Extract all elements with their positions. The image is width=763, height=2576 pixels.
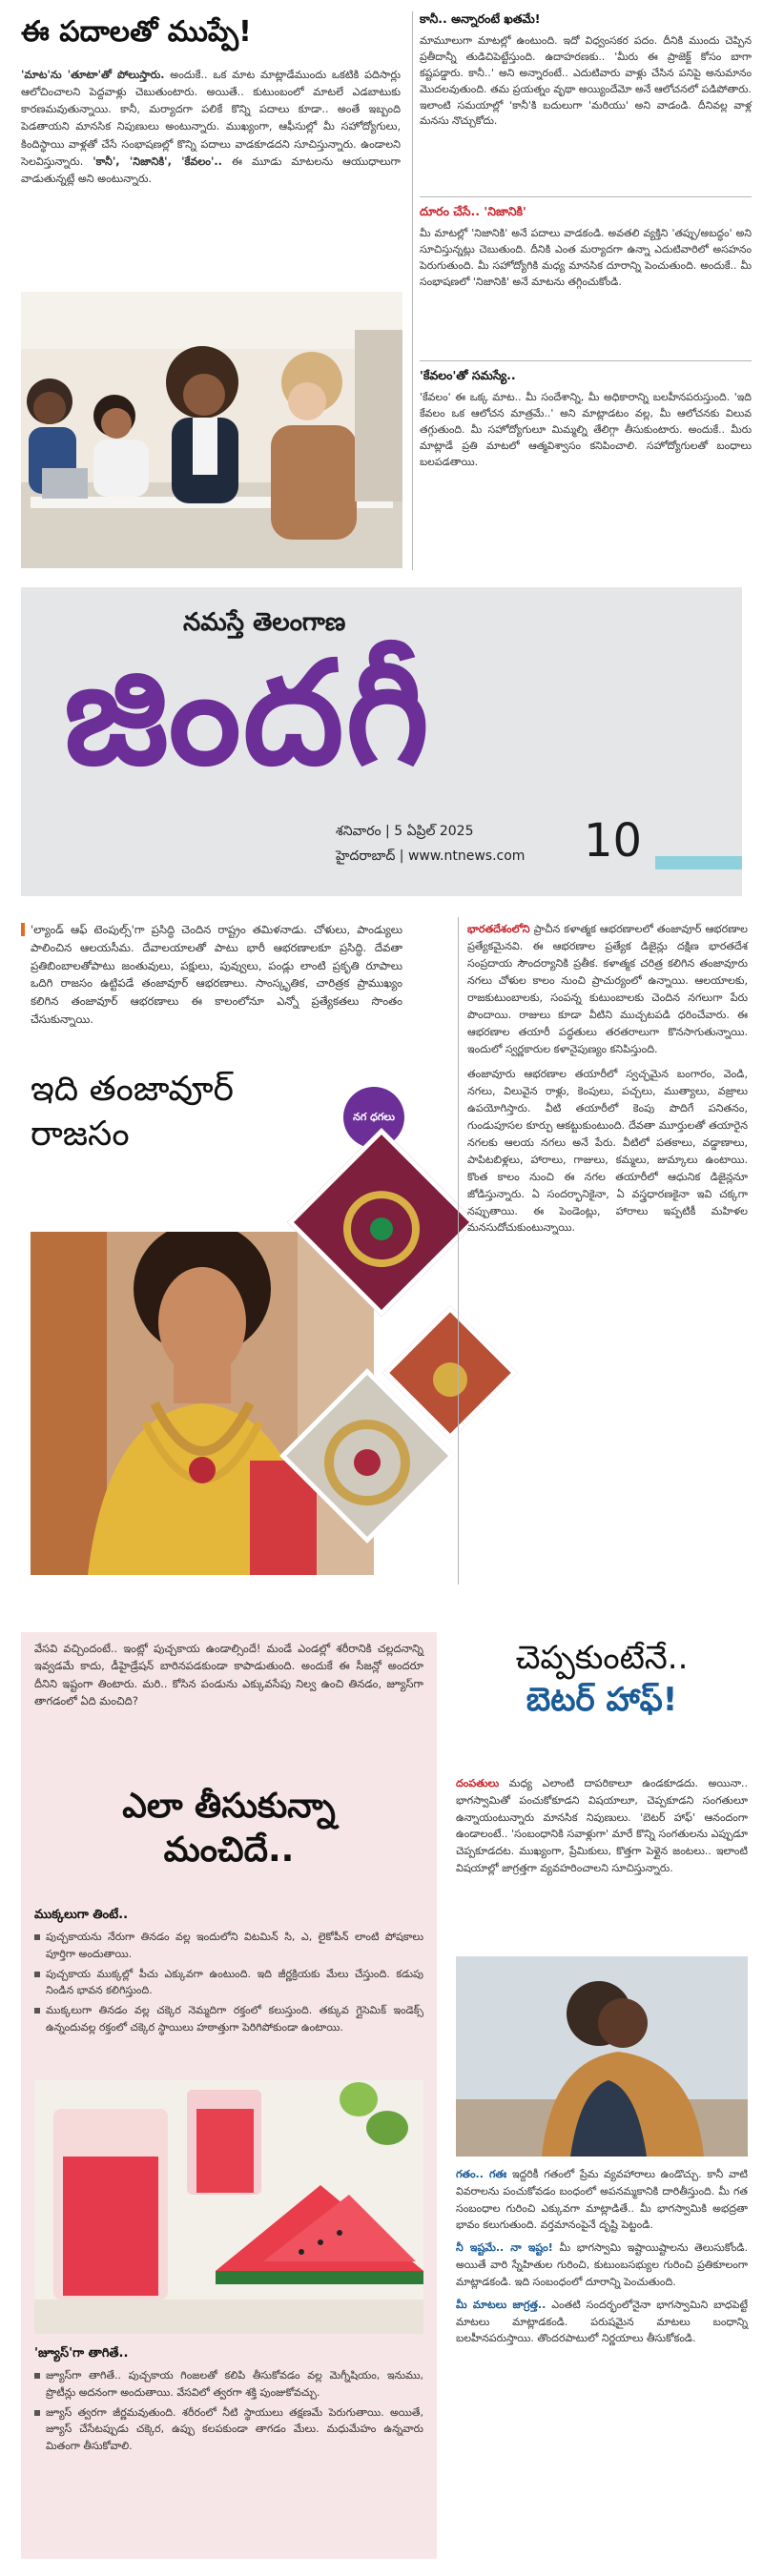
better-half-headline bbox=[456, 1638, 748, 1722]
section2-col2-para1-text: ప్రాచీన కళాత్మక ఆభరణాలలో తంజావూర్ ఆభరణాల ప్రత్యేకమైనవి. ఈ ఆభరణాల ప్రత్యేక డిజైన్లు దక్షిణ భారతదేశ సంప్రదాయ సౌందర్యానికి ప్రతీక. కళాత్మక చరిత్ర కలిగిన తంజావూరు నగలు చోళుల కాలం నుంచి ప్రాచుర్యంలో ఉన్నాయి. ఆలయాలకు, రాజకుటుంబాలకు, సంపన్న కుటుంబాలకు చెందిన నగలుగా పేరు పొందాయి. రాజులు కూడా వీటిని ముచ్చటపడి ధరించేవారు. ఈ ఆభరణాల తయారీ పద్ధతులు తరతరాలుగా కొనసాగుతున్నాయి. ఇందులో స్వర్ణకారుల కళానైపుణ్యం కనిపిస్తుంది. bbox=[467, 923, 748, 1055]
section2-col2-lead: భారతదేశంలోని bbox=[467, 923, 530, 935]
better-half-para4-text: ఎంతటి సందర్భంలోనైనా భాగస్వామిని బాధపెట్టే మాటలు మాట్లాడకండి. పరుషమైన మాటలు బంధాన్ని బలహీనపరుస్తాయి. తొందరపాటులో నిర్ణయాలు తీసుకోకండి. bbox=[456, 2298, 748, 2345]
better-half-para4-lead: మీ మాటలు జాగ్రత్త.. bbox=[456, 2298, 546, 2311]
masthead-accent-bar bbox=[655, 856, 742, 869]
watermelon-sub1-item: పుచ్చకాయను నేరుగా తినడం వల్ల ఇందులోని విటమిన్ సి, ఎ, లైకోపీన్ లాంటి పోషకాలు పూర్తిగా అందుతాయి. bbox=[34, 1929, 423, 1963]
better-half-headline-line2: బెటర్ హాఫ్! bbox=[526, 1680, 678, 1719]
better-half-lead: దంపతులు bbox=[456, 1777, 500, 1789]
box-nijaniki bbox=[420, 204, 752, 291]
box-nijaniki-head: దూరం చేసే.. 'నిజానికి' bbox=[420, 204, 526, 218]
couple-photo bbox=[456, 1956, 748, 2157]
section2-col2-para1 bbox=[467, 921, 748, 1058]
watermelon-photo bbox=[34, 2080, 423, 2334]
better-half-intro bbox=[456, 1775, 748, 1877]
watermelon-sub1-item: ముక్కలుగా తినడం వల్ల చక్కెర నెమ్మదిగా రక్తంలో కలుస్తుంది. తక్కువ గ్లైసెమిక్ ఇండెక్స్ ఉన్నందువల్ల రక్తంలో చక్కెర స్థాయిలు హఠాత్తుగా పెరిగిపోకుండా ఉంటాయి. bbox=[34, 2002, 423, 2036]
watermelon-sub1-item: పుచ్చకాయ ముక్కల్లో పీచు ఎక్కువగా ఉంటుంది. ఇది జీర్ణక్రియకు మేలు చేస్తుంది. కడుపు నిండిన భావన కలిగిస్తుంది. bbox=[34, 1966, 423, 2000]
intro-quote: 'మాట'ను 'తూటా'తో పోలుస్తారు. bbox=[21, 69, 165, 81]
office-photo-art bbox=[21, 292, 402, 568]
office-photo bbox=[21, 292, 402, 568]
watermelon-photo-art bbox=[34, 2080, 423, 2334]
better-half-paras bbox=[456, 2166, 748, 2347]
section1-col-rule bbox=[412, 11, 413, 570]
intro-words-lead: ఉండాలని సెలవిస్తున్నారు. bbox=[21, 137, 401, 168]
section-better-half bbox=[452, 1632, 748, 2559]
better-half-para3 bbox=[456, 2239, 748, 2290]
watermelon-sub1 bbox=[34, 1905, 423, 2039]
model-photo-art bbox=[31, 1232, 374, 1575]
section1-intro bbox=[21, 67, 401, 188]
box-divider-2 bbox=[420, 360, 752, 361]
better-half-para3-lead: నీ ఇష్టమే.. నా ఇష్టం! bbox=[456, 2241, 553, 2255]
section-words bbox=[0, 0, 763, 572]
couple-photo-art bbox=[456, 1956, 748, 2157]
intro-end: ఈ మూడు మాటలను ఆయుధాలుగా వాడుతున్నట్లే అని అంటున్నారు. bbox=[21, 154, 401, 185]
section2-headline bbox=[31, 1068, 345, 1158]
watermelon-sub2-item: జ్యూస్‌గా తాగితే.. పుచ్చకాయ గింజలతో కలిపి తీసుకోవడం వల్ల మెగ్నీషియం, ఇనుము, ప్రొటీన్లు అదనంగా అందుతాయి. వేసవిలో త్వరగా శక్తి పుంజుకోవచ్చు. bbox=[34, 2367, 423, 2402]
masthead bbox=[21, 587, 742, 896]
box-kani-body: మామూలుగా మాటల్లో ఉంటుంది. ఇదో విధ్వంసకర పదం. దీనికి ముందు చెప్పిన ప్రతీదాన్నీ తుడిచిపెట్టేస్తుంది. ఉదాహరణకు.. 'మీరు ఈ ప్రాజెక్ట్ కోసం బాగా కష్టపడ్డారు. కానీ..' అని అన్నారంటే.. ఎదుటివారు వాళ్లు చేసిన పనిపై అనుమానం మొదలవుతుంది. తమ ప్రయత్నం వృథా అయ్యిందేమో అనే ఆలోచనలో పడిపోతారు. ఇలాంటి సమయాల్లో 'కానీ'కి బదులుగా 'మరియు' అని వాడండి. దీనివల్ల వాళ్ల మనసు నొచ్చుకోదు. bbox=[420, 34, 752, 128]
section2-orange-marker bbox=[21, 923, 25, 936]
better-half-body1: మధ్య ఎలాంటి దాపరికాలూ ఉండకూడదు. అయినా.. భాగస్వామితో పంచుకోకూడని విషయాలూ, చెప్పకూడని సంగతులూ ఉన్నాయంటున్నారు మానసిక నిపుణులు. 'బెటర్ హాఫ్' ఆనందంగా ఉండాలంటే.. 'సంబంధానికి సవాళ్లుగా' మారే కొన్ని సంగతులను ఎప్పుడూ చెప్పకూడదట. ముఖ్యంగా, ప్రేమికులు, కొత్తగా పెళ్లైన జంటలు.. ఇలాంటి విషయాల్లో జాగ్రత్తగా వ్యవహరించాలని సూచిస్తున్నారు. bbox=[456, 1777, 748, 1875]
section2-col2 bbox=[467, 921, 748, 1237]
intro-body: అందుకే.. ఒక మాట మాట్లాడేముందు ఒకటికి పదిసార్లు ఆలోచించాలని పెద్దవాళ్లు చెబుతుంటారు. అయితే.. కుటుంబంలో మాటలే ఎడబాటుకు కారణమవుతున్నాయి. కానీ, మర్యాదగా పలికే కొన్ని పదాలు కూడా.. అంతే ఇబ్బంది పెడతాయని మానసిక నిపుణులు అంటున్నారు. ముఖ్యంగా, ఆఫీసుల్లో మీ సహోద్యోగులు, కిందిస్థాయి వాళ్లతో చేసే సంభాషణల్లో కొన్ని పదాలు వాడకూడదని సూచిస్తున్నారు. bbox=[21, 69, 401, 151]
intro-words: 'కానీ', 'నిజానికి', 'కేవలం'.. bbox=[93, 154, 222, 168]
masthead-date: శనివారం | 5 ఏప్రిల్ 2025 bbox=[336, 824, 474, 839]
box-kani-head: కానీ.. అన్నారంటే ఖతమే! bbox=[420, 11, 541, 26]
watermelon-headline-line2: మంచిదే.. bbox=[163, 1830, 295, 1870]
better-half-headline-line1: చెప్పకుంటేనే.. bbox=[515, 1639, 689, 1677]
better-half-para2-lead: గతం.. గతః bbox=[456, 2168, 507, 2180]
watermelon-intro: వేసవి వచ్చిందంటే.. ఇంట్లో పుచ్చకాయ ఉండాల్సిందే! మండే ఎండల్లో శరీరానికి చల్లదనాన్ని ఇవ్వడమే కాదు, డీహైడ్రేషన్ బారినపడకుండా కాపాడుతుంది. అందుకే ఈ సీజన్లో అందరూ దీనిని ఇష్టంగా తింటారు. మరి.. కోసిన పండును ఎక్కువసేపు నిల్వ ఉంచి తినడం, జ్యూస్‌గా తాగడంలో ఏది మంచిది? bbox=[34, 1642, 423, 1708]
watermelon-sub2-head: 'జ్యూస్'గా తాగితే.. bbox=[34, 2346, 129, 2361]
masthead-brand: నమస్తే తెలంగాణ bbox=[183, 608, 346, 637]
masthead-page-number: 10 bbox=[584, 814, 643, 868]
section2-intro: 'ల్యాండ్ ఆఫ్ టెంపుల్స్'గా ప్రసిద్ధి చెందిన రాష్ట్రం తమిళనాడు. చోళులు, పాండ్యులు పాలించిన ఆలయసీమ. దేవాలయాలతో పాటు భారీ ఆభరణాలకూ ప్రసిద్ధి. దేవతా ప్రతిబింబాలతోపాటు జంతువులు, పక్షులు, పువ్వులు, పండ్లు లాంటి ప్రకృతి రూపాలు ఒదిగి రాజసం ఉట్టిపడే తంజావూర్ ఆభరణాలు. సాంస్కృతిక, చారిత్రక ప్రాముఖ్యం కలిగిన తంజావూర్ ఆభరణాలు ఈ కాలంలోనూ ఎన్నో ప్రత్యేకతలు సొంతం చేసుకున్నాయి. bbox=[31, 923, 402, 1026]
better-half-para2 bbox=[456, 2166, 748, 2234]
section2-headline-line1: ఇది తంజావూర్ bbox=[31, 1070, 234, 1109]
box-kevalam-body: 'కేవలం' ఈ ఒక్క మాట.. మీ సందేశాన్ని, మీ అధికారాన్ని బలహీనపరుస్తుంది. 'ఇది కేవలం ఒక ఆలోచన మాత్రమే..' అని మాట్లాడటం వల్ల, మీ ఆలోచనకు విలువ తగ్గుతుంది. మీ సహోద్యోగులూ మిమ్మల్ని తేలిగ్గా తీసుకుంటారు. అందుకే.. మీరు మాట్లాడే ప్రతి మాటలో ఆత్మవిశ్వాసం కనిపించాలి. సహోద్యోగులతో బంధాలు బలపడతాయి. bbox=[420, 391, 752, 468]
watermelon-headline bbox=[34, 1785, 423, 1874]
better-half-para3-text: మీ భాగస్వామి ఇష్టాయిష్టాలను తెలుసుకోండి. అయితే వారి స్నేహితుల గురించి, కుటుంబసభ్యుల గురించి ప్రతికూలంగా మాట్లాడకండి. ఇది సంబంధంలో దూరాన్ని పెంచుతుంది. bbox=[456, 2241, 748, 2288]
model-photo bbox=[31, 1232, 374, 1575]
section2-col2-para2: తంజావూరు ఆభరణాల తయారీలో స్వచ్ఛమైన బంగారం, వెండి, నగలు, విలువైన రాళ్లు, కెంపులు, పచ్చలు, ముత్యాలు, వజ్రాలు ఉపయోగిస్తారు. వీటి తయారీలో కెంపు పొదిగే పనితనం, గుండుపూసల కూర్పు ఆకట్టుకుంటుంది. దేవతా మూర్తులతో తయారైన నగలకు ఆలయ నగలు అనే పేరు. వీటిలో పతకాలు, వడ్డాణాలు, పాపిటబిళ్లలు, హారాలు, గాజులు, కమ్మలు, జుమ్కాలు ఉంటాయి. కొంత కాలం నుంచి ఈ నగల తయారీలో ఆధునిక డిజైన్లనూ జోడిస్తున్నారు. ఏ సందర్భానికైనా, ఏ వస్త్రధారణకైనా ఇవి చక్కగా నప్పుతాయి. ఈ పెండెంట్లు, హారాలు ఇప్పటికీ మహిళల మనసుదోచుకుంటున్నాయి. bbox=[467, 1067, 748, 1235]
box-kevalam-head: 'కేవలం'తో సమస్యే.. bbox=[420, 368, 516, 382]
section2-headline-line2: రాజసం bbox=[31, 1114, 130, 1154]
section2-col-rule bbox=[458, 917, 459, 1584]
masthead-accent-bar-left bbox=[21, 869, 742, 877]
box-kevalam bbox=[420, 368, 752, 470]
watermelon-sub2 bbox=[34, 2343, 423, 2458]
masthead-title: జిందగీ bbox=[64, 631, 432, 797]
watermelon-sub1-head: ముక్కలుగా తింటే.. bbox=[34, 1908, 129, 1922]
watermelon-headline-line1: ఎలా తీసుకున్నా bbox=[122, 1787, 336, 1826]
section1-headline: ఈ పదాలతో ముప్పే! bbox=[21, 15, 252, 49]
masthead-place-url: హైదరాబాద్ | www.ntnews.com bbox=[336, 848, 526, 864]
naga-dhagalu-label: నగ ధగలు bbox=[353, 1110, 395, 1123]
watermelon-sub2-item: జ్యూస్ త్వరగా జీర్ణమవుతుంది. శరీరంలో నీటి స్థాయులు తక్షణమే పెరుగుతాయి. అయితే, జ్యూస్ చేసేటప్పుడు చక్కెర, ఉప్పు కలపకుండా తాగడం మేలు. మధుమేహం ఉన్నవారు మితంగా తీసుకోవాలి. bbox=[34, 2404, 423, 2455]
better-half-para4 bbox=[456, 2297, 748, 2347]
box-kani bbox=[420, 11, 752, 130]
box-divider-1 bbox=[420, 196, 752, 197]
section-jewelry bbox=[0, 917, 763, 1604]
section-watermelon bbox=[21, 1632, 437, 2559]
better-half-para2-text: ఇద్దరికీ గతంలో ప్రేమ వ్యవహారాలు ఉండొచ్చు. కానీ వాటి వివరాలను పంచుకోవడం బంధంలో అపనమ్మకానికి దారితీస్తుంది. మీ గత సంబంధాల గురించి ఎక్కువగా మాట్లాడితే.. మీ భాగస్వామికి అభద్రతా భావం కలుగుతుంది. వర్తమానంపైనే దృష్టి పెట్టండి. bbox=[456, 2168, 749, 2232]
box-nijaniki-body: మీ మాటల్లో 'నిజానికి' అనే పదాలు వాడకండి. అవతలి వ్యక్తిని 'తప్పు/అబద్ధం' అని సూచిస్తున్నట్లు చెబుతుంది. దీనికి ఎంత మర్యాదగా ఉన్నా ఎదుటివారిలో అసహనం పెరుగుతుంది. మీ సహోద్యోగికి మధ్య మానసిక దూరాన్ని పెంచుతుంది. అందుకే.. మీ సంభాషణలో 'నిజానికి' అనే మాటను తగ్గించుకోండి. bbox=[420, 227, 752, 288]
